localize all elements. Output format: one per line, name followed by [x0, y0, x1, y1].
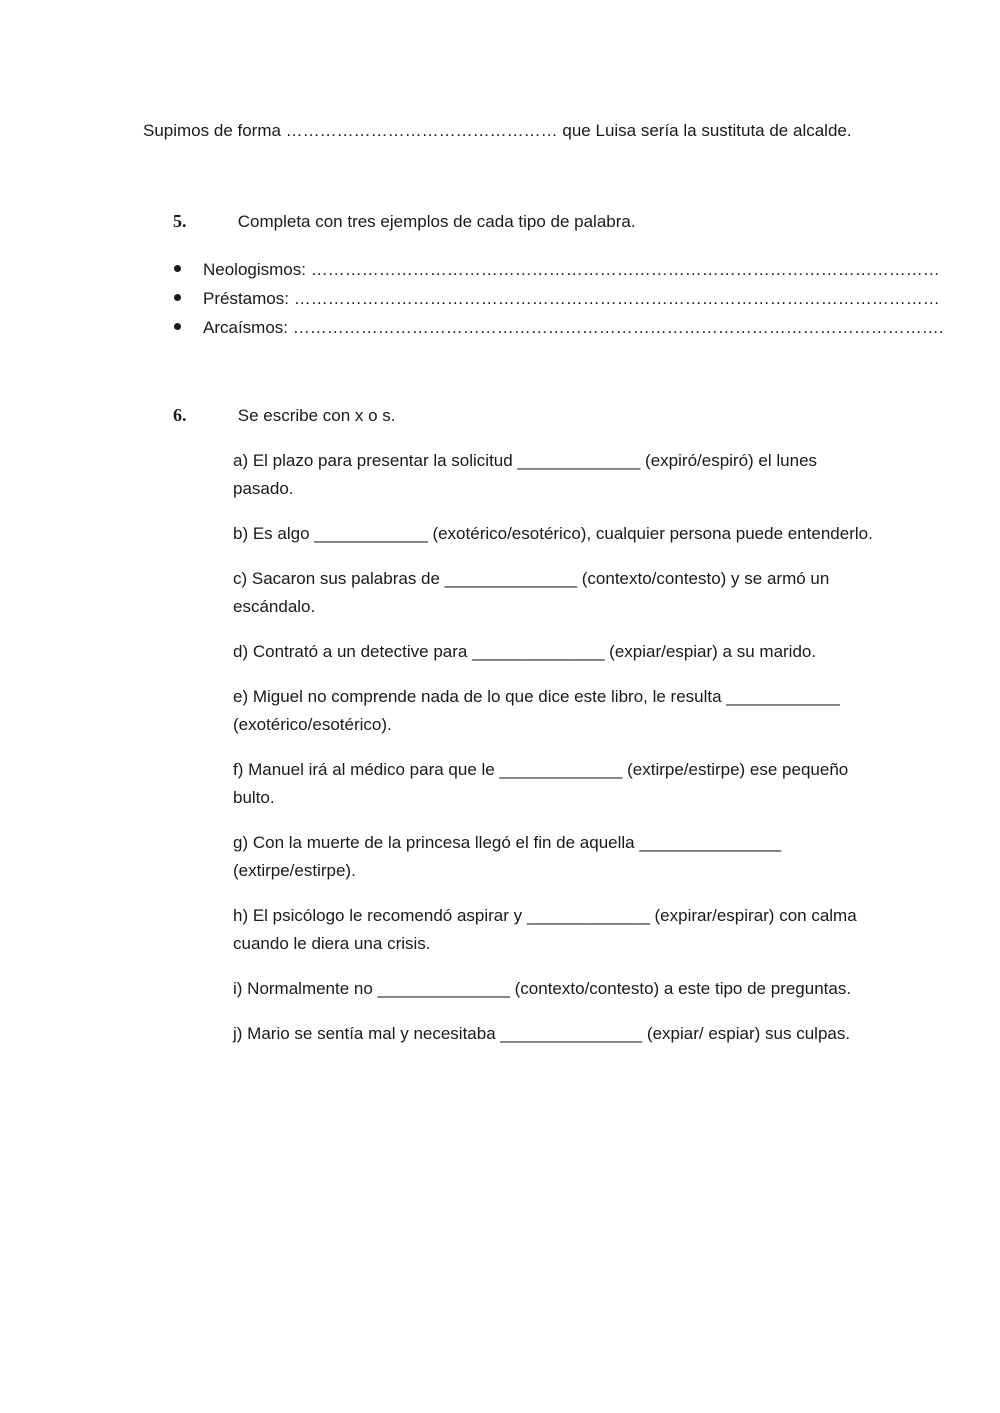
section-6-exercise-list: [233, 447, 873, 1065]
bullet-text: Neologismos: …………………………………………………………………………………………………: [203, 260, 940, 279]
section-6-number: 6.: [173, 405, 187, 425]
exercise-item-f: f) Manuel irá al médico para que le _____________ (extirpe/estirpe) ese pequeño bulto.: [233, 760, 849, 807]
section-5-bullet-list: [173, 255, 943, 342]
bullet-item-arcaismos: [173, 313, 943, 342]
bullet-dot-icon: [174, 323, 181, 330]
section-6-heading: [173, 401, 396, 430]
exercise-item-c: c) Sacaron sus palabras de ______________ (contexto/contesto) y se armó un escándalo.: [233, 569, 830, 616]
section-6-title: Se escribe con x o s.: [237, 406, 396, 425]
bullet-text: Préstamos: ……………………………………………………………………………………………………: [203, 289, 940, 308]
exercise-item-d: d) Contrató a un detective para ______________ (expiar/espiar) a su marido.: [233, 642, 817, 661]
exercise-item-i: i) Normalmente no ______________ (contexto/contesto) a este tipo de preguntas.: [233, 979, 852, 998]
section-5-heading: [173, 207, 636, 236]
bullet-item-prestamos: [173, 284, 943, 313]
exercise-item-h: h) El psicólogo le recomendó aspirar y _____________ (expirar/espirar) con calma cuando le diera una crisis.: [233, 906, 857, 953]
bullet-dot-icon: [174, 265, 181, 272]
top-sentence: Supimos de forma ………………………………………… que Luisa sería la sustituta de alcalde.: [143, 121, 852, 140]
bullet-dot-icon: [174, 294, 181, 301]
exercise-item-e: e) Miguel no comprende nada de lo que dice este libro, le resulta ____________ (exotérico/esotérico).: [233, 687, 840, 734]
bullet-item-neologismos: [173, 255, 943, 284]
exercise-item-g: g) Con la muerte de la princesa llegó el fin de aquella _______________ (extirpe/estirpe).: [233, 833, 782, 880]
exercise-item-j: j) Mario se sentía mal y necesitaba _______________ (expiar/ espiar) sus culpas.: [233, 1024, 851, 1043]
exercise-item-b: b) Es algo ____________ (exotérico/esotérico), cualquier persona puede entenderlo.: [233, 524, 873, 543]
section-5-number: 5.: [173, 211, 187, 231]
exercise-item-a: a) El plazo para presentar la solicitud _____________ (expiró/espiró) el lunes pasado.: [233, 451, 818, 498]
section-5-title: Completa con tres ejemplos de cada tipo de palabra.: [237, 212, 636, 231]
bullet-text: Arcaísmos: …………………………………………………………………………………………………….: [203, 318, 944, 337]
